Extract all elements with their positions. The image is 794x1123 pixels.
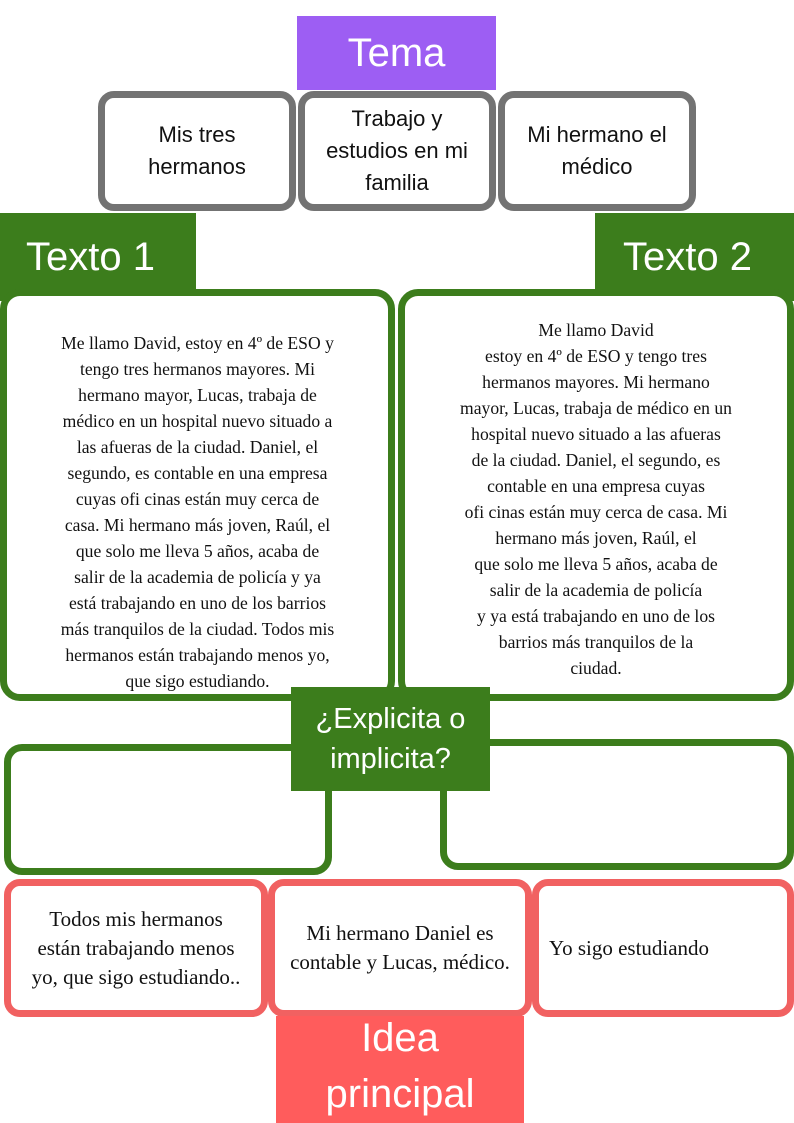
texto1-line: Me llamo David, estoy en 4º de ESO y <box>61 333 334 353</box>
texto1-line: que sigo estudiando. <box>125 671 270 691</box>
texto2-banner <box>595 213 794 301</box>
explicita-line1: ¿Explicita o <box>315 703 466 735</box>
idea-option-1-label: Todos mis hermanos están trabajando menos yo, que sigo estudiando.. <box>31 906 241 989</box>
texto2-line: ciudad. <box>570 658 622 678</box>
texto1-line: casa. Mi hermano más joven, Raúl, el <box>64 515 331 535</box>
texto2-body <box>405 317 787 681</box>
texto1-line: más tranquilos de la ciudad. Todos mis <box>60 619 335 639</box>
tema-option-3 <box>498 91 696 211</box>
idea-option-2 <box>268 879 532 1017</box>
tema-option-3-label: Mi hermano el médico <box>527 122 667 179</box>
texto1-banner <box>0 213 196 301</box>
tema-option-2-label: Trabajo y estudios en mi familia <box>326 106 468 195</box>
idea-option-3 <box>532 879 794 1017</box>
texto1-line: las afueras de la ciudad. Daniel, el <box>76 437 319 457</box>
idea-principal-line2: principal <box>325 1072 475 1116</box>
texto2-line: y ya está trabajando en uno de los <box>477 606 715 626</box>
texto1-line: que solo me lleva 5 años, acaba de <box>75 541 320 561</box>
tema-banner <box>297 16 496 90</box>
texto1-label: Texto 1 <box>26 234 155 279</box>
texto2-line: mayor, Lucas, trabaja de médico en un <box>460 398 732 418</box>
explicita-answer-box-left[interactable] <box>4 744 332 875</box>
texto2-label: Texto 2 <box>623 234 752 279</box>
texto2-box <box>398 289 794 701</box>
idea-option-2-label: Mi hermano Daniel es contable y Lucas, médico. <box>290 921 510 974</box>
idea-option-1 <box>4 879 268 1017</box>
texto2-line: salir de la academia de policía <box>489 580 703 600</box>
texto1-line: hermanos están trabajando menos yo, <box>65 645 330 665</box>
tema-option-2 <box>298 91 496 211</box>
texto1-line: segundo, es contable en una empresa <box>67 463 328 483</box>
texto2-line: contable en una empresa cuyas <box>487 476 705 496</box>
texto2-line: hospital nuevo situado a las afueras <box>471 424 721 444</box>
explicita-banner <box>291 687 490 791</box>
texto1-box <box>0 289 395 701</box>
texto1-line: está trabajando en uno de los barrios <box>69 593 326 613</box>
texto2-line: que solo me lleva 5 años, acaba de <box>474 554 718 574</box>
texto2-line: de la ciudad. Daniel, el segundo, es <box>471 450 721 470</box>
explicita-line2: implicita? <box>330 743 451 775</box>
idea-principal-banner <box>276 1016 524 1123</box>
texto2-line: ofi cinas están muy cerca de casa. Mi <box>464 502 728 522</box>
texto2-line: hermanos mayores. Mi hermano <box>482 372 710 392</box>
texto1-line: cuyas ofi cinas están muy cerca de <box>75 489 320 509</box>
tema-option-1 <box>98 91 296 211</box>
texto2-line: barrios más tranquilos de la <box>498 632 694 652</box>
idea-option-3-label: Yo sigo estudiando <box>549 935 710 960</box>
texto1-body <box>7 330 388 694</box>
tema-option-1-label: Mis tres hermanos <box>148 122 246 179</box>
texto1-line: salir de la academia de policía y ya <box>74 567 321 587</box>
idea-principal-line1: Idea <box>361 1016 439 1060</box>
tema-title: Tema <box>347 30 446 75</box>
explicita-answer-box-right[interactable] <box>440 739 794 870</box>
texto1-line: hermano mayor, Lucas, trabaja de <box>78 385 317 405</box>
texto1-line: tengo tres hermanos mayores. Mi <box>79 359 316 379</box>
texto2-line: estoy en 4º de ESO y tengo tres <box>485 346 707 366</box>
texto2-line: Me llamo David <box>538 320 654 340</box>
texto2-line: hermano más joven, Raúl, el <box>495 528 697 548</box>
texto1-line: médico en un hospital nuevo situado a <box>62 411 333 431</box>
